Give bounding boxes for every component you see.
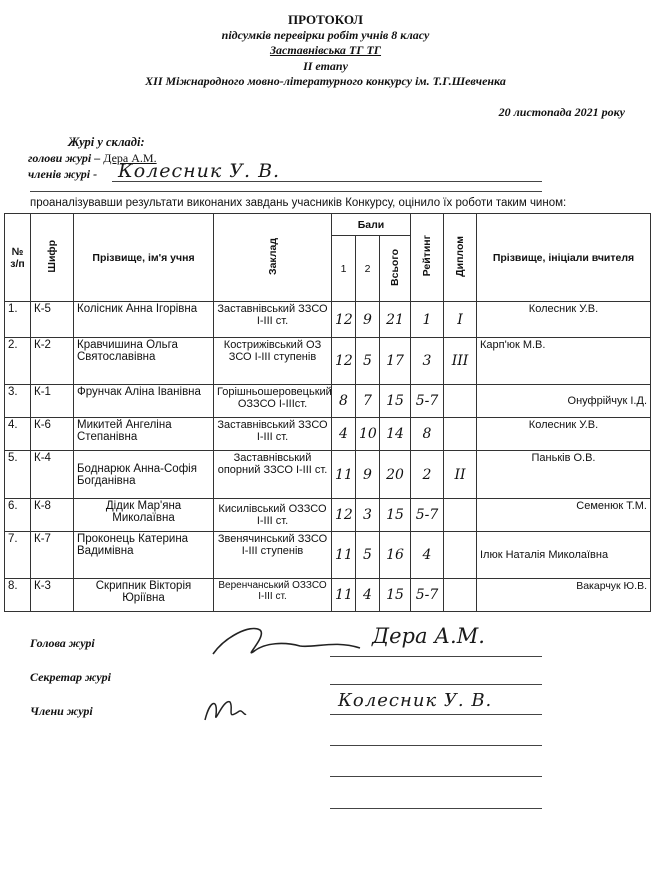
table-row: 1. К-5 Колісник Анна Ігорівна Заставнівський ЗЗСО І-ІІІ ст. 12 9 21 1 I Колесник У.В. [5,302,651,338]
table-row: 4. К-6 Микитей Ангеліна Степанівна Заставнівський ЗЗСО І-ІІІ ст. 4 10 14 8 Колесник У.В. [5,418,651,451]
member-sig-line-3 [330,776,542,777]
member-signature-text: Колесник У. В. [338,690,493,711]
sig-secretary-label: Секретар журі [30,670,111,684]
sig-members-label: Члени журі [30,704,93,718]
protocol-contest: ХІІ Міжнародного мовно-літературного конкурсу ім. Т.Г.Шевченка [145,74,506,88]
header-total: Всього [380,236,411,302]
header-name: Прізвище, ім'я учня [74,214,214,302]
header-diploma: Диплом [444,214,477,302]
member-sig-line-4 [330,808,542,809]
header-scores: Бали [332,214,411,236]
table-row: 3. К-1 Фрунчак Аліна Іванівна Горішньошеровецький ОЗЗСО І-ІІІст. 8 7 15 5-7 Онуфрійчук І.Д. [5,385,651,418]
table-row: 2. К-2 Кравчишина Ольга Святославівна Кострижівський ОЗ ЗСО І-ІІІ ступенів 12 5 17 3 III Карп'юк М.В. [5,338,651,385]
table-row: 8. К-3 Скрипник Вікторія Юріївна Веренчанський ОЗЗСО І-ІІІ ст. 11 4 15 5-7 Вакарчук Ю.В. [5,579,651,612]
head-sig-line [330,656,542,657]
header-teacher: Прізвище, ініціали вчителя [477,214,651,302]
header-num: № з/п [5,214,31,302]
header-code: Шифр [31,214,74,302]
member-signature-scribble [200,690,250,730]
jury-head-label: голови журі – [28,151,101,165]
header-s2: 2 [356,236,380,302]
protocol-stage: ІІ етапу [303,59,348,73]
jury-members-label: членів журі - [28,167,98,181]
protocol-school: Заставнівська ТГ ТГ [269,43,382,57]
results-table [4,213,651,612]
table-row: 5. К-4 Боднарюк Анна-Софія Богданівна Заставнівський опорний ЗЗСО І-ІІІ ст. 11 9 20 2 II Паньків О.В. [5,451,651,499]
header-rating: Рейтинг [411,214,444,302]
jury-members-handwritten: Колесник У. В. [118,160,281,182]
jury-members-line [112,181,542,182]
member-sig-line-2 [330,745,542,746]
jury-heading: Журі у складі: [68,135,145,149]
head-signature-scribble [205,612,365,662]
protocol-date: 20 листопада 2021 року [498,105,625,119]
header-s1: 1 [332,236,356,302]
table-row: 6. К-8 Дідик Мар'яна Миколаївна Кисилівський ОЗЗСО І-ІІІ ст. 12 3 15 5-7 Семенюк Т.М. [5,499,651,532]
sig-head-label: Голова журі [30,636,95,650]
header-school: Заклад [214,214,332,302]
protocol-title: ПРОТОКОЛ [288,12,363,27]
secretary-sig-line [330,684,542,685]
head-signature-text: Дера А.М. [372,624,485,648]
member-sig-line-1 [330,714,542,715]
table-row: 7. К-7 Проконець Катерина Вадимівна Звенячинський ЗЗСО І-ІІІ ступенів 11 5 16 4 Ілюк Наталія Миколаївна [5,532,651,579]
protocol-subtitle: підсумків перевірки робіт учнів 8 класу [221,28,430,42]
intro-text: проаналізувавши результати виконаних завдань учасників Конкурсу, оцінило їх роботи таким чином: [30,197,567,209]
jury-extra-line [30,191,542,192]
jury-head-name: Дера А.М. [103,151,157,165]
